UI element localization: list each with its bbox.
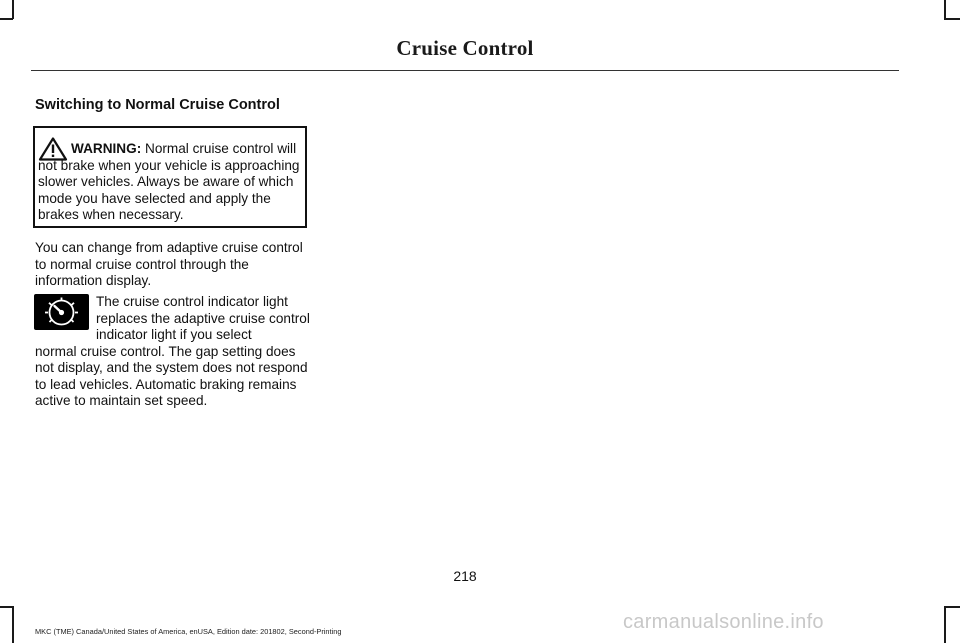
crop-mark-top-left-horizontal	[0, 18, 13, 20]
warning-text	[38, 141, 305, 224]
crop-mark-bottom-left-horizontal	[0, 606, 13, 608]
crop-mark-top-right-horizontal	[944, 18, 960, 20]
warning-box	[33, 126, 307, 228]
watermark-link[interactable]: carmanualsonline.info	[623, 611, 824, 633]
paragraph-change-mode: You can change from adaptive cruise control to normal cruise control through the information display.	[35, 240, 303, 288]
page-title: Cruise Control	[396, 36, 534, 60]
edition-footer: MKC (TME) Canada/United States of America, enUSA, Edition date: 201802, Second-Printing	[35, 627, 342, 636]
crop-mark-top-right-vertical	[944, 0, 946, 19]
paragraph-indicator-light-first: The cruise control indicator light replaces the adaptive cruise control indicator light if you select	[96, 294, 310, 342]
crop-mark-bottom-right-horizontal	[944, 606, 960, 608]
crop-mark-bottom-right-vertical	[944, 606, 946, 643]
section-heading: Switching to Normal Cruise Control	[35, 97, 280, 113]
warning-label: WARNING:	[71, 141, 142, 156]
crop-mark-bottom-left-vertical	[12, 606, 14, 643]
title-divider	[31, 70, 899, 71]
cruise-control-speedometer-icon	[34, 294, 89, 330]
page-number: 218	[453, 568, 477, 584]
crop-mark-top-left-vertical	[12, 0, 14, 19]
warning-body: Normal cruise control will not brake when your vehicle is approaching slower vehicles. Always be aware of which mode you have selected and apply the brakes when necessary.	[38, 141, 300, 222]
speedometer-graphic	[34, 294, 89, 330]
paragraph-indicator-light-rest: normal cruise control. The gap setting does not display, and the system does not respond to lead vehicles. Automatic braking remains active to maintain set speed.	[35, 343, 308, 408]
